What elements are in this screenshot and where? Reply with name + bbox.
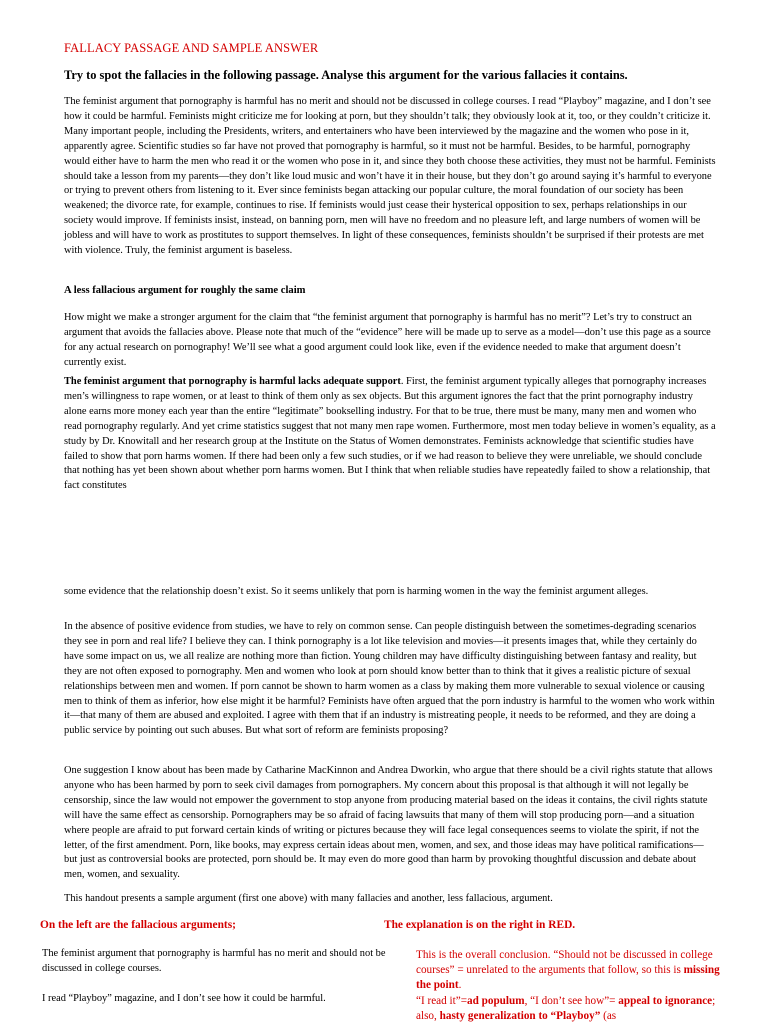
argument-paragraph-2: In the absence of positive evidence from studies, we have to rely on common sense. Can people distinguish between the sometimes-degrading scenarios they see in porn and real life? I believe they can. I think pornography is a lot like television and movies—it presents images that, while they certainly do have some impact on us, we all realize are nothing more than fiction. Young children may have difficulty distinguishing between fantasy and reality, but they are not often exposed to pornography. Men and women who look at porn should know better than to think that it gives a realistic picture of sexual relationships between men and women. If porn cannot be shown to harm women as a class by making them more vulnerable to sexual violence or causing men to think of them as inferior, how else might it be harmful? Feminists have often argued that the porn industry is harmful to the women who work within it—that many of them are abused and exploited. I agree with them that if an industry is mistreating people, it needs to be reformed, and they are doing a public service by pointing out such abuses. But what sort of reform are feminists proposing? <box>64 621 715 737</box>
right-item-2: “I read it”=ad populum, “I don’t see how”= appeal to ignorance; also, hasty generalization to “Playboy” (as <box>416 994 716 1022</box>
page-title: FALLACY PASSAGE AND SAMPLE ANSWER <box>64 41 319 55</box>
left-column-heading: On the left are the fallacious arguments; <box>40 919 236 931</box>
right-explanations <box>416 948 726 1024</box>
fallacy-passage: The feminist argument that pornography is harmful has no merit and should not be discussed in college courses. I read “Playboy” magazine, and I don’t see how it could be harmful. Feminists might criticize me for looking at porn, but they shouldn’t talk; they obviously look at it, too, or they couldn’t criticize it. Many important people, including the Presidents, writers, and entertainers who have been interviewed by the magazine and the women who pose in it, apparently agree. Scientific studies so far have not proved that pornography is harmful, so it must not be harmful. Besides, to be harmful, pornography would either have to harm the men who read it or the women who pose in it, and since they both choose these activities, they must not be harmful. Feminists should take a lesson from my parents—they don’t like loud music and won’t have it in their house, but they don’t go around saying it’s harmful to everyone or trying to prevent others from listening to it. Ever since feminists began attacking our popular culture, the moral foundation of our society has been weakened; the divorce rate, for example, continues to rise. If feminists would just cease their hysterical opposition to sex, perhaps relationships in our society would improve. If feminists insist, instead, on banning porn, men will have no freedom and no pleasure left, and large numbers of women will be jobless and will have to work as prostitutes to support themselves. In light of these consequences, feminists shouldn’t be surprised if their protests are met with violence. Truly, the feminist argument is baseless. <box>64 96 716 257</box>
argument-paragraph-1 <box>64 375 716 494</box>
left-item-1: The feminist argument that pornography is harmful has no merit and should not be discussed in college courses. <box>42 948 386 974</box>
intro-paragraph: How might we make a stronger argument for the claim that “the feminist argument that pornography is harmful has no merit”? Let’s try to construct an argument that avoids the fallacies above. Please note that much of the “evidence” here will be made up to serve as a model—don’t use this page as a source for any actual research on pornography! We’ll see what a good argument could look like, even if the evidence needed to make that argument doesn’t currently exist. <box>64 312 711 368</box>
paragraph-lead: The feminist argument that pornography is harmful lacks adequate support <box>64 376 401 387</box>
right-item-1: This is the overall conclusion. “Should not be discussed in college courses” = unrelated to the arguments that follow, so this is missing the point. <box>416 949 720 992</box>
right-column-heading: The explanation is on the right in RED. <box>384 919 576 931</box>
handout-note: This handout presents a sample argument (first one above) with many fallacies and another, less fallacious, argument. <box>64 893 553 904</box>
instructions: Try to spot the fallacies in the following passage. Analyse this argument for the various fallacies it contains. <box>64 68 628 82</box>
argument-paragraph-1-continued: some evidence that the relationship doesn’t exist. So it seems unlikely that porn is harming women in the way the feminist argument alleges. <box>64 586 649 597</box>
paragraph-body: . First, the feminist argument typically alleges that pornography increases men’s willingness to rape women, or at least to think of them only as sex objects. But this argument ignores the fact that the print pornography industry alone earns more money each year than the entire “legitimate” bookselling industry. For that to be true, there must be many, many men and women who read pornography regularly. And yet crime statistics suggest that not many men rape women. Furthermore, most men today believe in women’s equality, as a study by Dr. Knowitall and her research group at the Institute on the Status of Women demonstrates. Feminists acknowledge that scientific studies have failed to show that porn harms women. If there had been only a few such studies, or if we had reason to believe they were unreliable, we should conclude that nothing has yet been shown about whether porn harms women. But I think that when reliable studies have repeatedly failed to show a relationship, that fact constitutes <box>64 376 716 492</box>
argument-paragraph-3: One suggestion I know about has been made by Catharine MacKinnon and Andrea Dworkin, who argue that there should be a civil rights statute that allows anyone who has been harmed by porn to seek civil damages from pornographers. My concern about this proposal is that although it will not legally be censorship, since the law would not empower the government to stop anyone from producing material based on the ideas it contains, the civil rights statute will have the same effect as censorship. Pornographers may be so afraid of facing lawsuits that many of them will stop producing porn—and a situation where people are afraid to put forward certain kinds of writing or pictures because they will face legal consequences seems to violate the spirit, if not the letter, of the first amendment. Porn, like books, may express certain ideas about men, women, and sex, and those ideas may have political ramifications—but just as controversial books are protected, porn should be. It may even do more good than harm by provoking thoughtful discussion and debate about men, women, and sexuality. <box>64 765 713 881</box>
section-subheading: A less fallacious argument for roughly the same claim <box>64 285 306 296</box>
left-item-2: I read “Playboy” magazine, and I don’t see how it could be harmful. <box>42 993 326 1004</box>
